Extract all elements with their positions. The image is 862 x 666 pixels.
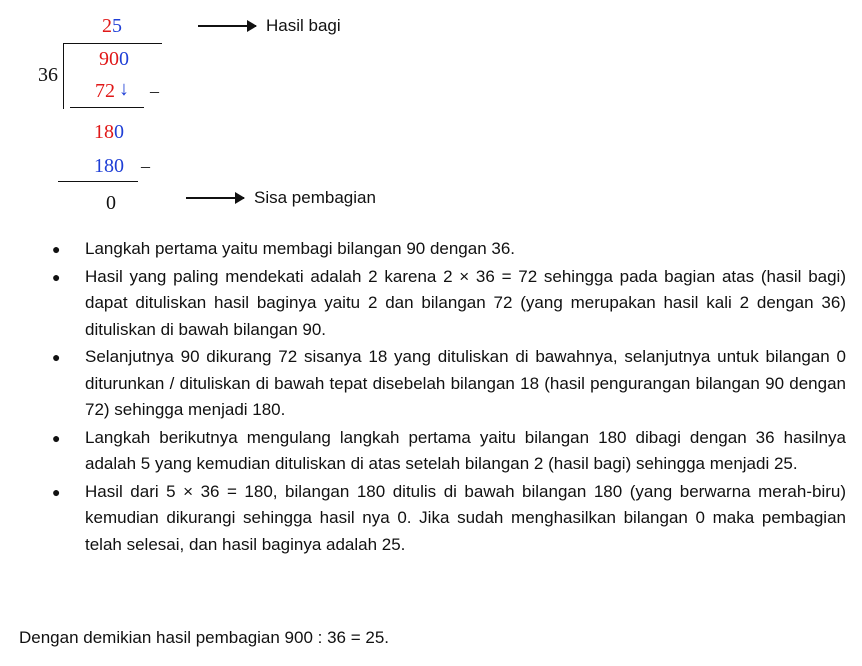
step-text: Selanjutnya 90 dikurang 72 sisanya 18 yang dituliskan di bawahnya, selanjutnya untuk bilangan 0 diturunkan / dituliskan di bawah tepat disebelah bilangan 18 (hasil pengurangan bilangan 90 dengan 72) sehingga menjadi 180. <box>85 347 846 419</box>
bullet-icon: ● <box>52 483 61 500</box>
list-item <box>52 425 846 478</box>
bullet-icon: ● <box>52 241 61 257</box>
dividend-first-part: 90 <box>99 48 119 70</box>
intermediate-red: 18 <box>94 121 114 143</box>
minus-sign-second: – <box>141 156 150 176</box>
dividend <box>99 49 129 69</box>
list-item <box>52 264 846 344</box>
dividend-last-digit: 0 <box>119 48 129 70</box>
quotient-second-digit: 5 <box>112 15 122 37</box>
intermediate-blue: 0 <box>114 121 124 143</box>
remainder: 0 <box>106 192 116 214</box>
quotient <box>102 16 122 36</box>
quotient-first-digit: 2 <box>102 15 112 37</box>
intermediate-value <box>94 122 124 142</box>
minus-sign-first: – <box>150 81 159 101</box>
second-product: 180 <box>94 155 124 177</box>
list-item <box>52 344 846 424</box>
remainder-arrow-icon <box>186 197 244 199</box>
first-subtraction-line <box>70 107 144 108</box>
division-bracket <box>63 43 64 109</box>
down-arrow-icon: ↓ <box>119 78 129 100</box>
bullet-icon: ● <box>52 349 61 365</box>
division-bar <box>64 43 162 44</box>
step-text: Hasil dari 5 × 36 = 180, bilangan 180 ditulis di bawah bilangan 180 (yang berwarna merah-biru) kemudian dikurangi sehingga hasil nya 0. Jika sudah menghasilkan bilangan 0 maka pembagian telah selesai, dan hasil baginya adalah 25. <box>85 481 846 554</box>
divisor: 36 <box>38 64 58 86</box>
second-subtraction-line <box>58 181 138 182</box>
steps-list <box>52 236 846 559</box>
step-text: Hasil yang paling mendekati adalah 2 karena 2 × 36 = 72 sehingga pada bagian atas (hasil bagi) dapat dituliskan hasil baginya yaitu 2 dan bilangan 72 (yang merupakan hasil kali 2 dengan 36) dituliskan di bawah bilangan 90. <box>85 266 846 339</box>
remainder-label: Sisa pembagian <box>254 188 376 207</box>
bullet-icon: ● <box>52 429 61 446</box>
list-item <box>52 479 846 559</box>
first-product: 72 <box>95 80 115 102</box>
bullet-icon: ● <box>52 268 61 285</box>
conclusion-text: Dengan demikian hasil pembagian 900 : 36 = 25. <box>19 628 390 647</box>
step-text: Langkah berikutnya mengulang langkah pertama yaitu bilangan 180 dibagi dengan 36 hasilnya adalah 5 yang kemudian dituliskan di atas setelah bilangan 2 (hasil bagi) sehingga menjadi 25. <box>85 427 846 473</box>
step-text: Langkah pertama yaitu membagi bilangan 90 dengan 36. <box>85 239 516 258</box>
list-item <box>52 236 846 263</box>
quotient-arrow-icon <box>198 25 256 27</box>
quotient-label: Hasil bagi <box>266 16 341 35</box>
